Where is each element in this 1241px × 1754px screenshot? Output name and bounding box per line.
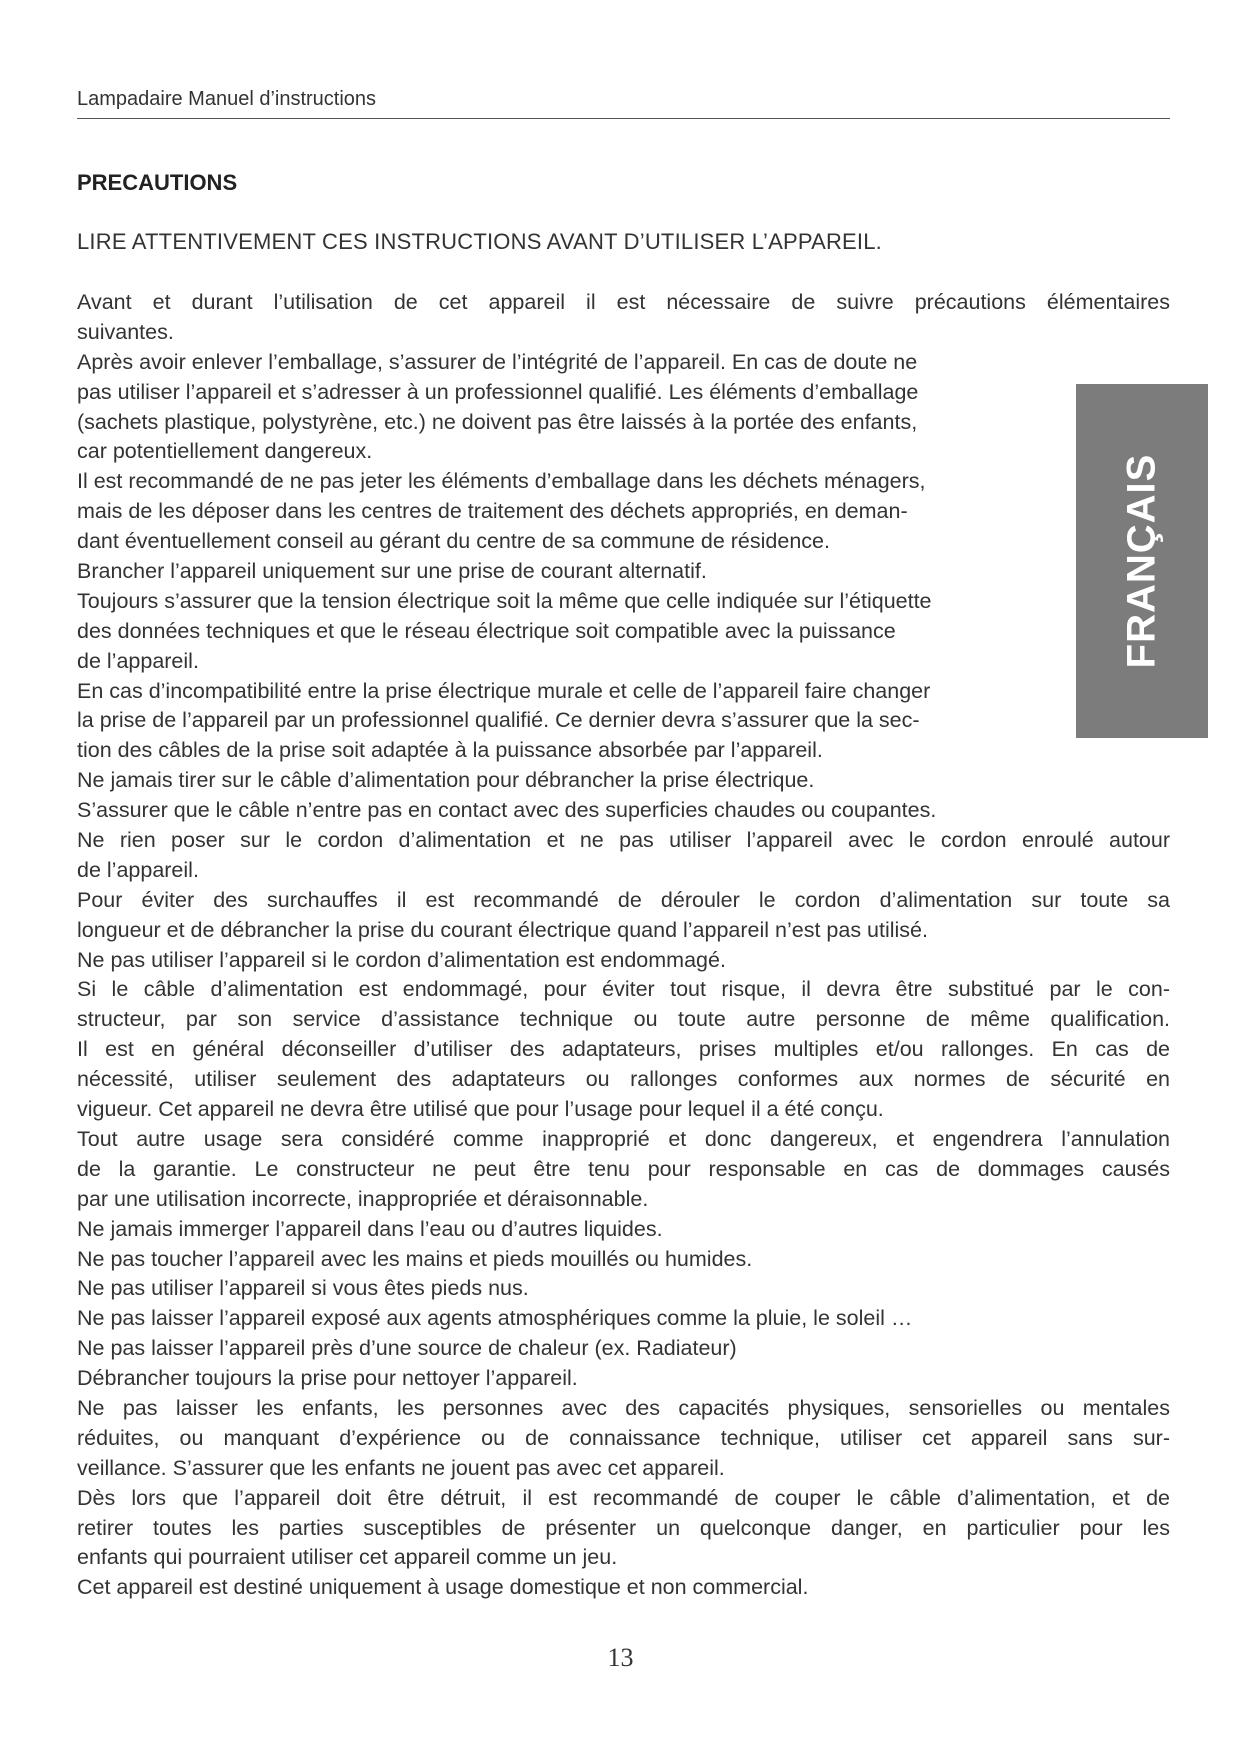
text-line: la prise de l’appareil par un professionnel qualifié. Ce dernier devra s’assurer que la sec-: [77, 708, 920, 733]
text-line: car potentiellement dangereux.: [77, 439, 373, 464]
text-line: Ne pas laisser les enfants, les personnes avec des capacités physiques, sensorielles ou mentales: [77, 1395, 1170, 1420]
text-line: longueur et de débrancher la prise du courant électrique quand l’appareil n’est pas utilisé.: [77, 917, 928, 942]
language-tab-label: FRANÇAIS: [1119, 453, 1164, 669]
text-line: Ne pas laisser l’appareil près d’une source de chaleur (ex. Radiateur): [77, 1336, 737, 1361]
text-line: pas utiliser l’appareil et s’adresser à un professionnel qualifié. Les éléments d’emballage: [77, 379, 919, 404]
text-line: suivantes.: [77, 319, 174, 344]
text-line: de l’appareil.: [77, 857, 199, 882]
text-line: Ne rien poser sur le cordon d’alimentation et ne pas utiliser l’appareil avec le cordon enroulé autour: [77, 828, 1170, 853]
text-line: Tout autre usage sera considéré comme inapproprié et donc dangereux, et engendrera l’annulation: [77, 1126, 1170, 1151]
text-line: Dès lors que l’appareil doit être détruit, il est recommandé de couper le câble d’alimentation, et de: [77, 1485, 1170, 1510]
text-line: Il est recommandé de ne pas jeter les éléments d’emballage dans les déchets ménagers,: [77, 469, 926, 494]
text-line: dant éventuellement conseil au gérant du centre de sa commune de résidence.: [77, 529, 830, 554]
text-line: tion des câbles de la prise soit adaptée à la puissance absorbée par l’appareil.: [77, 738, 823, 763]
text-line: retirer toutes les parties susceptibles de présenter un quelconque danger, en particulier pour les: [77, 1515, 1170, 1540]
text-line: En cas d’incompatibilité entre la prise électrique murale et celle de l’appareil faire changer: [77, 678, 931, 703]
running-header: Lampadaire Manuel d’instructions: [77, 88, 377, 110]
text-line: nécessité, utiliser seulement des adaptateurs ou rallonges conformes aux normes de sécurité en: [77, 1067, 1170, 1092]
text-line: Après avoir enlever l’emballage, s’assurer de l’intégrité de l’appareil. En cas de doute ne: [77, 349, 918, 374]
text-line: mais de les déposer dans les centres de traitement des déchets appropriés, en deman-: [77, 499, 908, 524]
text-line: Avant et durant l’utilisation de cet appareil il est nécessaire de suivre précautions élémentaires: [77, 290, 1170, 314]
header-rule: [77, 118, 1170, 119]
page-number: 13: [607, 1643, 634, 1672]
text-line: vigueur. Cet appareil ne devra être utilisé que pour l’usage pour lequel il a été conçu.: [77, 1097, 884, 1122]
text-line: Pour éviter des surchauffes il est recommandé de dérouler le cordon d’alimentation sur toute sa: [77, 887, 1170, 912]
text-line: enfants qui pourraient utiliser cet appareil comme un jeu.: [77, 1545, 618, 1570]
text-line: de l’appareil.: [77, 648, 199, 673]
text-line: Ne pas laisser l’appareil exposé aux agents atmosphériques comme la pluie, le soleil …: [77, 1306, 913, 1331]
text-line: (sachets plastique, polystyrène, etc.) ne doivent pas être laissés à la portée des enfants,: [77, 409, 918, 434]
text-line: Débrancher toujours la prise pour nettoyer l’appareil.: [77, 1366, 578, 1391]
text-line: Ne jamais immerger l’appareil dans l’eau ou d’autres liquides.: [77, 1216, 663, 1241]
section-subtitle: LIRE ATTENTIVEMENT CES INSTRUCTIONS AVANT D’UTILISER L’APPAREIL.: [77, 229, 882, 254]
text-line: Ne pas utiliser l’appareil si vous êtes pieds nus.: [77, 1276, 529, 1301]
text-line: Brancher l’appareil uniquement sur une prise de courant alternatif.: [77, 559, 707, 584]
text-line: Ne pas utiliser l’appareil si le cordon d’alimentation est endommagé.: [77, 947, 726, 972]
text-line: des données techniques et que le réseau électrique soit compatible avec la puissance: [77, 618, 896, 643]
text-line: Il est en général déconseiller d’utiliser des adaptateurs, prises multiples et/ou rallonges. En cas de: [77, 1037, 1170, 1062]
body-text: [77, 288, 1170, 1603]
text-line: de la garantie. Le constructeur ne peut être tenu pour responsable en cas de dommages causés: [77, 1156, 1170, 1181]
text-line: veillance. S’assurer que les enfants ne jouent pas avec cet appareil.: [77, 1455, 725, 1480]
text-line: structeur, par son service d’assistance technique ou toute autre personne de même qualification.: [77, 1007, 1170, 1032]
text-line: Ne jamais tirer sur le câble d’alimentation pour débrancher la prise électrique.: [77, 768, 815, 793]
section-title: PRECAUTIONS: [77, 170, 238, 195]
language-tab: [1076, 384, 1208, 738]
text-line: par une utilisation incorrecte, inappropriée et déraisonnable.: [77, 1186, 649, 1211]
text-line: Si le câble d’alimentation est endommagé, pour éviter tout risque, il devra être substitué par le con-: [77, 977, 1170, 1002]
text-line: réduites, ou manquant d’expérience ou de connaissance technique, utiliser cet appareil sans sur-: [77, 1425, 1170, 1450]
text-line: Cet appareil est destiné uniquement à usage domestique et non commercial.: [77, 1575, 809, 1600]
text-line: S’assurer que le câble n’entre pas en contact avec des superficies chaudes ou coupantes.: [77, 798, 937, 823]
text-line: Ne pas toucher l’appareil avec les mains et pieds mouillés ou humides.: [77, 1246, 753, 1271]
text-line: Toujours s’assurer que la tension électrique soit la même que celle indiquée sur l’étiquette: [77, 588, 932, 613]
